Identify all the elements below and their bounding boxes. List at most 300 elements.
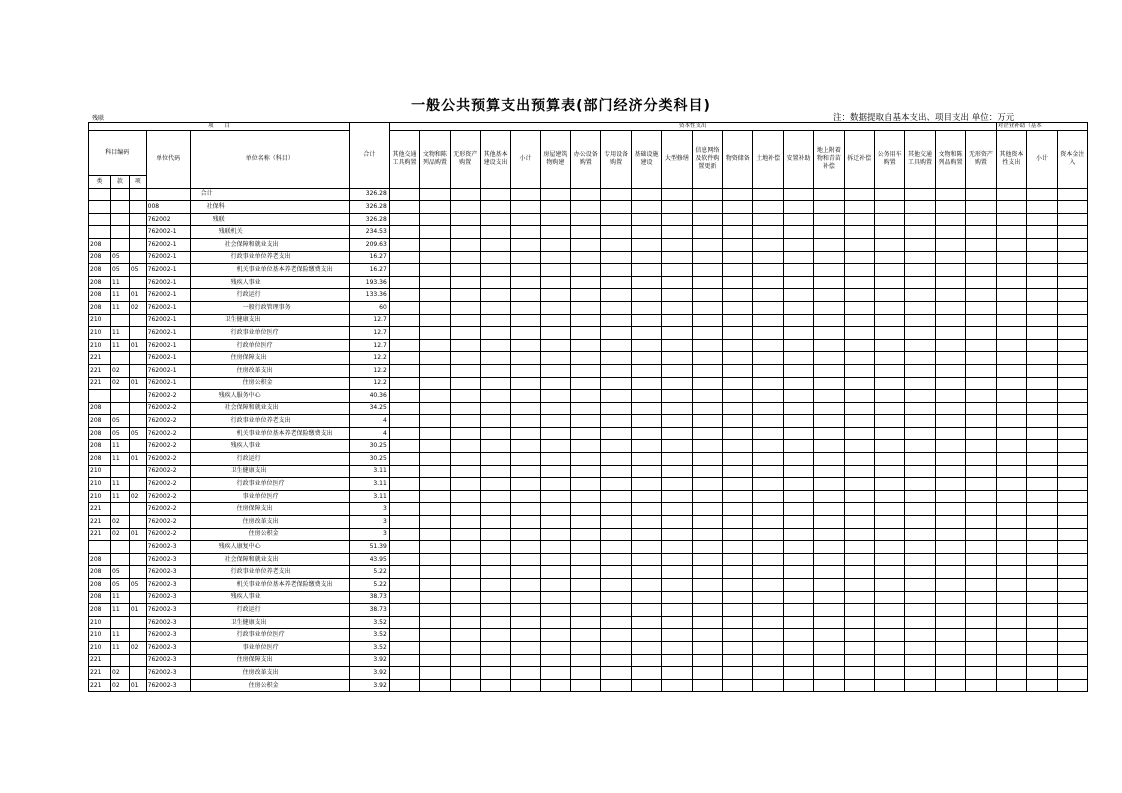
kuan-cell: 11 — [111, 490, 130, 503]
capital-column-header: 公务用车购置 — [874, 131, 904, 189]
empty-cell — [753, 402, 783, 415]
lei-cell: 210 — [89, 314, 111, 327]
code-cell: 762002-3 — [146, 679, 190, 692]
table-row — [89, 503, 1088, 516]
empty-cell — [571, 566, 601, 579]
code-cell: 762002-1 — [146, 226, 190, 239]
empty-cell — [753, 465, 783, 478]
empty-cell — [480, 352, 510, 365]
name-cell: 社会保障和就业支出 — [190, 553, 349, 566]
empty-cell — [692, 415, 722, 428]
empty-cell — [783, 264, 813, 277]
kuan-cell — [111, 314, 130, 327]
empty-cell — [996, 440, 1026, 453]
empty-cell — [844, 541, 874, 554]
empty-cell — [631, 251, 661, 264]
empty-cell — [1027, 465, 1057, 478]
table-row — [89, 641, 1088, 654]
empty-cell — [996, 453, 1026, 466]
empty-cell — [631, 478, 661, 491]
empty-cell — [996, 465, 1026, 478]
empty-cell — [996, 478, 1026, 491]
empty-cell — [935, 604, 965, 617]
kuan-cell — [111, 390, 130, 403]
table-row — [89, 251, 1088, 264]
name-cell: 事业单位医疗 — [190, 490, 349, 503]
empty-cell — [996, 679, 1026, 692]
empty-cell — [1027, 289, 1057, 302]
empty-cell — [996, 629, 1026, 642]
empty-cell — [1027, 591, 1057, 604]
empty-cell — [662, 314, 692, 327]
code-cell: 762002-2 — [146, 402, 190, 415]
xiang-cell: 02 — [129, 301, 146, 314]
empty-cell — [723, 427, 753, 440]
empty-cell — [874, 352, 904, 365]
code-cell: 762002-1 — [146, 301, 190, 314]
code-cell: 762002-3 — [146, 553, 190, 566]
empty-cell — [631, 327, 661, 340]
empty-cell — [723, 641, 753, 654]
kuan-cell — [111, 352, 130, 365]
empty-cell — [389, 641, 419, 654]
empty-cell — [631, 604, 661, 617]
empty-cell — [1057, 314, 1087, 327]
table-row — [89, 289, 1088, 302]
code-cell: 762002-1 — [146, 314, 190, 327]
empty-cell — [905, 402, 935, 415]
empty-cell — [1027, 402, 1057, 415]
total-cell: 209.63 — [349, 238, 389, 251]
empty-cell — [450, 667, 480, 680]
empty-cell — [692, 616, 722, 629]
empty-cell — [996, 251, 1026, 264]
empty-cell — [389, 667, 419, 680]
table-row — [89, 427, 1088, 440]
table-row — [89, 402, 1088, 415]
unit-name-header: 单位名称（科目） — [190, 131, 349, 189]
empty-cell — [540, 188, 570, 201]
empty-cell — [905, 566, 935, 579]
empty-cell — [905, 276, 935, 289]
unit-code-header: 单位代码 — [146, 131, 190, 189]
empty-cell — [571, 339, 601, 352]
table-row — [89, 490, 1088, 503]
empty-cell — [905, 377, 935, 390]
empty-cell — [874, 453, 904, 466]
empty-cell — [996, 553, 1026, 566]
xiang-cell — [129, 478, 146, 491]
empty-cell — [966, 616, 997, 629]
empty-cell — [783, 553, 813, 566]
empty-cell — [571, 352, 601, 365]
empty-cell — [844, 264, 874, 277]
empty-cell — [540, 377, 570, 390]
code-cell: 762002-3 — [146, 616, 190, 629]
empty-cell — [723, 390, 753, 403]
xiang-cell: 02 — [129, 490, 146, 503]
empty-cell — [783, 516, 813, 529]
empty-cell — [450, 238, 480, 251]
empty-cell — [1027, 541, 1057, 554]
empty-cell — [631, 465, 661, 478]
empty-cell — [905, 629, 935, 642]
empty-cell — [935, 276, 965, 289]
empty-cell — [1027, 604, 1057, 617]
lei-cell: 208 — [89, 453, 111, 466]
empty-cell — [420, 188, 450, 201]
empty-cell — [723, 579, 753, 592]
xiang-cell — [129, 364, 146, 377]
empty-cell — [996, 390, 1026, 403]
empty-cell — [450, 264, 480, 277]
empty-cell — [571, 390, 601, 403]
empty-cell — [571, 402, 601, 415]
empty-cell — [966, 327, 997, 340]
name-cell: 行政事业单位养老支出 — [190, 566, 349, 579]
empty-cell — [631, 591, 661, 604]
empty-cell — [631, 541, 661, 554]
empty-cell — [723, 251, 753, 264]
total-cell: 3 — [349, 528, 389, 541]
empty-cell — [450, 679, 480, 692]
empty-cell — [389, 276, 419, 289]
empty-cell — [631, 213, 661, 226]
empty-cell — [723, 541, 753, 554]
total-cell: 133.36 — [349, 289, 389, 302]
empty-cell — [420, 503, 450, 516]
empty-cell — [753, 339, 783, 352]
empty-cell — [389, 591, 419, 604]
lei-cell: 221 — [89, 528, 111, 541]
name-cell: 残疾人事业 — [190, 440, 349, 453]
empty-cell — [601, 276, 631, 289]
xiang-cell — [129, 541, 146, 554]
empty-cell — [753, 591, 783, 604]
empty-cell — [783, 478, 813, 491]
empty-cell — [1027, 264, 1057, 277]
empty-cell — [662, 453, 692, 466]
empty-cell — [389, 503, 419, 516]
empty-cell — [450, 251, 480, 264]
lei-cell: 221 — [89, 364, 111, 377]
empty-cell — [966, 402, 997, 415]
empty-cell — [753, 213, 783, 226]
empty-cell — [844, 616, 874, 629]
empty-cell — [692, 503, 722, 516]
total-cell: 16.27 — [349, 251, 389, 264]
unit-note: 注：数据提取自基本支出、项目支出 单位：万元 — [833, 113, 1015, 123]
empty-cell — [814, 402, 844, 415]
code-cell: 762002-3 — [146, 654, 190, 667]
empty-cell — [1027, 440, 1057, 453]
empty-cell — [874, 213, 904, 226]
empty-cell — [601, 453, 631, 466]
kuan-cell — [111, 503, 130, 516]
code-cell: 762002-1 — [146, 264, 190, 277]
empty-cell — [783, 440, 813, 453]
empty-cell — [389, 201, 419, 214]
empty-cell — [874, 654, 904, 667]
xiang-cell: 01 — [129, 528, 146, 541]
empty-cell — [1057, 264, 1087, 277]
table-row — [89, 377, 1088, 390]
empty-cell — [540, 213, 570, 226]
total-cell: 12.7 — [349, 314, 389, 327]
lei-header: 类 — [89, 176, 111, 189]
kuan-cell — [111, 226, 130, 239]
empty-cell — [996, 528, 1026, 541]
empty-cell — [631, 654, 661, 667]
empty-cell — [783, 352, 813, 365]
code-cell: 762002-2 — [146, 427, 190, 440]
empty-cell — [814, 679, 844, 692]
name-cell: 住房公积金 — [190, 528, 349, 541]
name-cell: 住房改革支出 — [190, 667, 349, 680]
empty-cell — [662, 465, 692, 478]
empty-cell — [996, 604, 1026, 617]
code-cell: 762002-1 — [146, 238, 190, 251]
empty-cell — [571, 667, 601, 680]
empty-cell — [905, 465, 935, 478]
empty-cell — [1027, 503, 1057, 516]
empty-cell — [420, 201, 450, 214]
empty-cell — [480, 213, 510, 226]
name-cell: 住房公积金 — [190, 377, 349, 390]
empty-cell — [844, 453, 874, 466]
empty-cell — [511, 201, 540, 214]
empty-cell — [874, 264, 904, 277]
code-cell: 762002 — [146, 213, 190, 226]
empty-cell — [692, 314, 722, 327]
empty-cell — [511, 591, 540, 604]
xiang-cell — [129, 629, 146, 642]
empty-cell — [723, 301, 753, 314]
empty-cell — [905, 604, 935, 617]
empty-cell — [905, 654, 935, 667]
empty-cell — [1027, 629, 1057, 642]
empty-cell — [814, 339, 844, 352]
empty-cell — [905, 553, 935, 566]
empty-cell — [814, 667, 844, 680]
empty-cell — [844, 314, 874, 327]
empty-cell — [935, 478, 965, 491]
empty-cell — [631, 553, 661, 566]
empty-cell — [874, 301, 904, 314]
empty-cell — [723, 339, 753, 352]
empty-cell — [511, 579, 540, 592]
empty-cell — [450, 339, 480, 352]
empty-cell — [905, 201, 935, 214]
empty-cell — [996, 402, 1026, 415]
empty-cell — [511, 604, 540, 617]
empty-cell — [571, 641, 601, 654]
xiang-cell — [129, 226, 146, 239]
code-cell: 762002-2 — [146, 415, 190, 428]
table-row — [89, 390, 1088, 403]
empty-cell — [814, 226, 844, 239]
table-body — [89, 188, 1088, 692]
empty-cell — [480, 276, 510, 289]
total-cell: 5.22 — [349, 566, 389, 579]
empty-cell — [511, 427, 540, 440]
empty-cell — [874, 276, 904, 289]
code-cell: 762002-3 — [146, 667, 190, 680]
empty-cell — [571, 541, 601, 554]
kuan-cell: 02 — [111, 667, 130, 680]
name-cell: 行政事业单位医疗 — [190, 478, 349, 491]
kuan-cell: 11 — [111, 276, 130, 289]
name-cell: 卫生健康支出 — [190, 616, 349, 629]
empty-cell — [450, 579, 480, 592]
kuan-cell — [111, 654, 130, 667]
table-row — [89, 667, 1088, 680]
name-cell: 残联 — [190, 213, 349, 226]
table-row — [89, 516, 1088, 529]
empty-cell — [692, 478, 722, 491]
empty-cell — [753, 251, 783, 264]
empty-cell — [905, 226, 935, 239]
empty-cell — [420, 616, 450, 629]
total-cell: 4 — [349, 415, 389, 428]
empty-cell — [996, 566, 1026, 579]
empty-cell — [753, 289, 783, 302]
empty-cell — [692, 654, 722, 667]
empty-cell — [540, 440, 570, 453]
empty-cell — [601, 641, 631, 654]
empty-cell — [996, 616, 1026, 629]
code-cell: 762002-2 — [146, 465, 190, 478]
xiang-cell — [129, 251, 146, 264]
empty-cell — [966, 377, 997, 390]
empty-cell — [540, 339, 570, 352]
empty-cell — [1027, 339, 1057, 352]
empty-cell — [420, 226, 450, 239]
empty-cell — [935, 390, 965, 403]
empty-cell — [844, 276, 874, 289]
empty-cell — [662, 226, 692, 239]
empty-cell — [753, 679, 783, 692]
empty-cell — [692, 264, 722, 277]
empty-cell — [389, 629, 419, 642]
empty-cell — [966, 314, 997, 327]
empty-cell — [662, 541, 692, 554]
empty-cell — [874, 616, 904, 629]
empty-cell — [631, 427, 661, 440]
empty-cell — [1027, 553, 1057, 566]
xiang-cell — [129, 566, 146, 579]
lei-cell: 210 — [89, 478, 111, 491]
empty-cell — [905, 213, 935, 226]
empty-cell — [905, 579, 935, 592]
empty-cell — [966, 579, 997, 592]
code-cell: 762002-2 — [146, 516, 190, 529]
empty-cell — [1057, 402, 1087, 415]
xiang-cell — [129, 238, 146, 251]
empty-cell — [601, 579, 631, 592]
empty-cell — [723, 364, 753, 377]
empty-cell — [389, 427, 419, 440]
empty-cell — [935, 667, 965, 680]
empty-cell — [783, 289, 813, 302]
empty-cell — [601, 402, 631, 415]
empty-cell — [783, 402, 813, 415]
empty-cell — [844, 352, 874, 365]
name-cell: 住房保障支出 — [190, 352, 349, 365]
empty-cell — [450, 327, 480, 340]
empty-cell — [692, 390, 722, 403]
total-cell: 34.25 — [349, 402, 389, 415]
empty-cell — [966, 629, 997, 642]
empty-cell — [996, 377, 1026, 390]
empty-cell — [631, 679, 661, 692]
empty-cell — [1057, 679, 1087, 692]
capital-column-header: 物资储备 — [723, 131, 753, 189]
empty-cell — [935, 591, 965, 604]
empty-cell — [753, 667, 783, 680]
total-cell: 38.73 — [349, 604, 389, 617]
empty-cell — [1057, 667, 1087, 680]
empty-cell — [753, 453, 783, 466]
empty-cell — [1027, 453, 1057, 466]
empty-cell — [631, 579, 661, 592]
name-cell: 一般行政管理事务 — [190, 301, 349, 314]
empty-cell — [905, 251, 935, 264]
empty-cell — [540, 616, 570, 629]
empty-cell — [540, 402, 570, 415]
empty-cell — [601, 679, 631, 692]
empty-cell — [662, 251, 692, 264]
empty-cell — [571, 301, 601, 314]
empty-cell — [966, 490, 997, 503]
kuan-cell: 11 — [111, 604, 130, 617]
code-cell: 762002-1 — [146, 276, 190, 289]
empty-cell — [723, 553, 753, 566]
empty-cell — [935, 415, 965, 428]
empty-cell — [935, 238, 965, 251]
xiang-cell — [129, 327, 146, 340]
empty-cell — [935, 226, 965, 239]
empty-cell — [783, 503, 813, 516]
total-cell: 3.52 — [349, 641, 389, 654]
empty-cell — [450, 402, 480, 415]
empty-cell — [692, 226, 722, 239]
capital-column-header: 安置补助 — [783, 131, 813, 189]
empty-cell — [511, 289, 540, 302]
empty-cell — [753, 314, 783, 327]
empty-cell — [753, 226, 783, 239]
total-cell: 12.2 — [349, 377, 389, 390]
empty-cell — [662, 528, 692, 541]
empty-cell — [753, 364, 783, 377]
empty-cell — [783, 301, 813, 314]
empty-cell — [1057, 490, 1087, 503]
empty-cell — [844, 377, 874, 390]
empty-cell — [1057, 478, 1087, 491]
empty-cell — [662, 679, 692, 692]
empty-cell — [783, 213, 813, 226]
empty-cell — [814, 516, 844, 529]
empty-cell — [874, 364, 904, 377]
empty-cell — [480, 188, 510, 201]
empty-cell — [874, 478, 904, 491]
empty-cell — [874, 541, 904, 554]
name-cell: 机关事业单位基本养老保险缴费支出 — [190, 264, 349, 277]
total-cell: 326.28 — [349, 188, 389, 201]
empty-cell — [935, 453, 965, 466]
empty-cell — [935, 490, 965, 503]
empty-cell — [814, 427, 844, 440]
